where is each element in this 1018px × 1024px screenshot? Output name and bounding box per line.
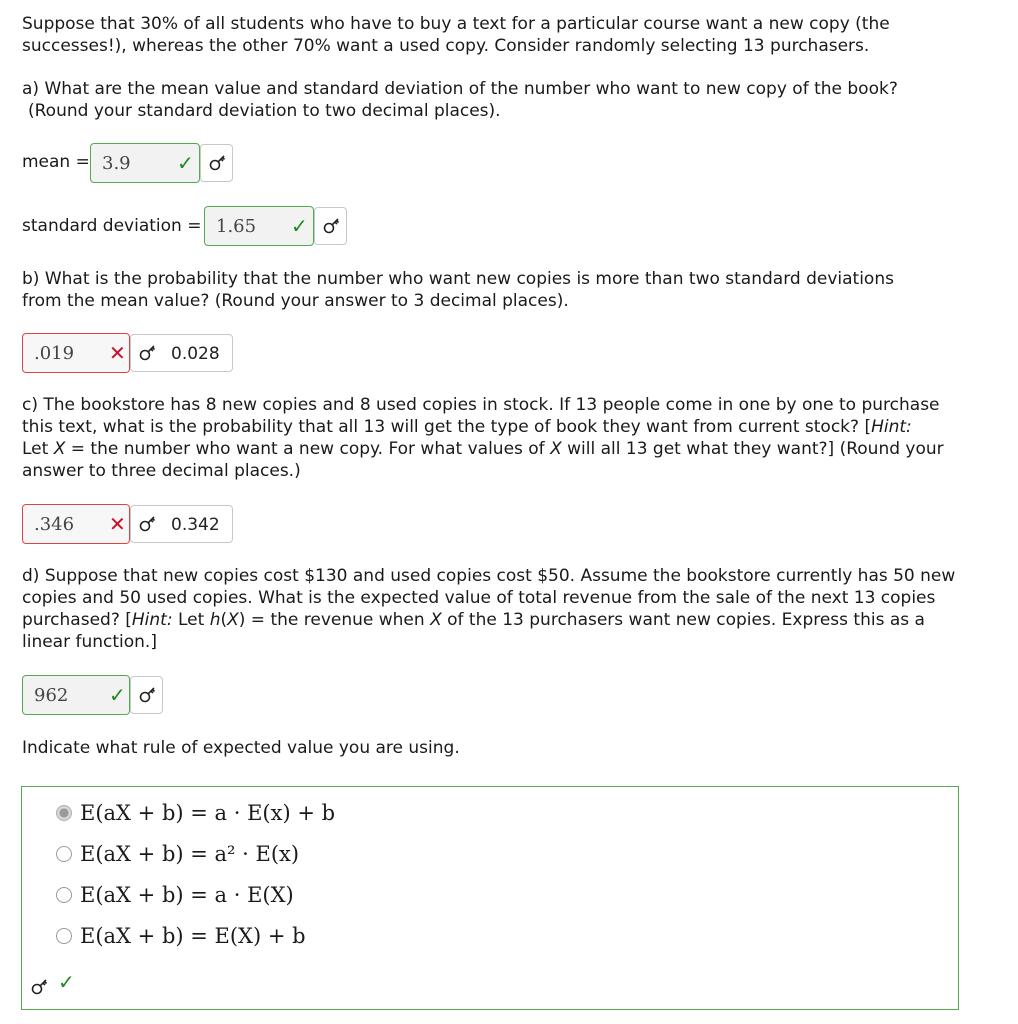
part-b-answer-value: .019 — [34, 343, 75, 364]
part-d-answer-value: 962 — [34, 685, 69, 706]
rule-choice-group — [21, 786, 959, 1010]
rule-option-4-text: E(aX + b) = E(X) + b — [80, 924, 306, 948]
key-icon — [139, 515, 157, 533]
radio-button[interactable] — [56, 887, 72, 903]
sd-value: 1.65 — [216, 216, 257, 237]
view-answer-key-button[interactable] — [130, 505, 233, 543]
check-icon: ✓ — [58, 970, 75, 994]
part-c-question-line2: this text, what is the probability that all 13 will get the type of book they want from current stock? [Hint: — [22, 417, 912, 437]
part-c-question-line1: c) The bookstore has 8 new copies and 8 used copies in stock. If 13 people come in one by one to purchase — [22, 395, 940, 415]
rule-option-1-text: E(aX + b) = a · E(x) + b — [80, 801, 336, 825]
mean-input[interactable] — [90, 143, 200, 183]
part-d-question-line3: purchased? [Hint: Let h(X) = the revenue when X of the 13 purchasers want new copies. Express this as a — [22, 610, 925, 630]
view-answer-key-button[interactable] — [314, 207, 347, 245]
part-c-question-line4: answer to three decimal places.) — [22, 461, 301, 481]
cross-icon: ✕ — [109, 341, 126, 365]
part-a-question-line2: (Round your standard deviation to two decimal places). — [28, 101, 501, 121]
rule-option-3[interactable] — [56, 880, 456, 910]
mean-value: 3.9 — [102, 153, 131, 174]
view-answer-key-button[interactable] — [27, 972, 55, 1002]
part-c-correct-answer: 0.342 — [171, 515, 220, 535]
key-icon — [139, 686, 157, 704]
view-answer-key-button[interactable] — [200, 144, 233, 182]
rule-option-1[interactable] — [56, 798, 456, 828]
part-a-question-line1: a) What are the mean value and standard deviation of the number who want to new copy of the book? — [22, 79, 898, 99]
problem-intro: Suppose that 30% of all students who have to buy a text for a particular course want a new copy (the successes!), whereas the other 70% want a used copy. Consider randomly selecting 13 purchasers. — [22, 14, 890, 56]
part-b-question-line2: from the mean value? (Round your answer to 3 decimal places). — [22, 291, 569, 311]
view-answer-key-button[interactable] — [130, 334, 233, 372]
radio-button[interactable] — [56, 928, 72, 944]
sd-input[interactable] — [204, 206, 314, 246]
part-c-answer-input[interactable] — [22, 504, 130, 544]
part-d-question-line2: copies and 50 used copies. What is the expected value of total revenue from the sale of the next 13 copies — [22, 588, 936, 608]
check-icon: ✓ — [177, 151, 194, 175]
rule-option-3-text: E(aX + b) = a · E(X) — [80, 883, 294, 907]
radio-button-selected[interactable] — [56, 805, 72, 821]
rule-option-4[interactable] — [56, 921, 456, 951]
rule-option-2-text: E(aX + b) = a² · E(x) — [80, 842, 300, 866]
rule-option-2[interactable] — [56, 839, 456, 869]
radio-button[interactable] — [56, 846, 72, 862]
sd-label: standard deviation = — [22, 216, 202, 236]
key-icon — [209, 154, 227, 172]
part-b-answer-input[interactable] — [22, 333, 130, 373]
check-icon: ✓ — [291, 214, 308, 238]
cross-icon: ✕ — [109, 512, 126, 536]
key-icon — [139, 344, 157, 362]
part-b-question-line1: b) What is the probability that the number who want new copies is more than two standard deviations — [22, 269, 894, 289]
rule-prompt: Indicate what rule of expected value you are using. — [22, 738, 460, 758]
check-icon: ✓ — [109, 683, 126, 707]
part-d-question-line4: linear function.] — [22, 632, 157, 652]
key-icon — [31, 978, 49, 996]
part-c-answer-value: .346 — [34, 514, 75, 535]
mean-label: mean = — [22, 152, 90, 172]
key-icon — [323, 217, 341, 235]
part-d-question-line1: d) Suppose that new copies cost $130 and used copies cost $50. Assume the bookstore currently has 50 new — [22, 566, 956, 586]
view-answer-key-button[interactable] — [130, 676, 163, 714]
part-b-correct-answer: 0.028 — [171, 344, 220, 364]
part-d-answer-input[interactable] — [22, 675, 130, 715]
part-c-question-line3: Let X = the number who want a new copy. For what values of X will all 13 get what they want?] (Round your — [22, 439, 944, 459]
